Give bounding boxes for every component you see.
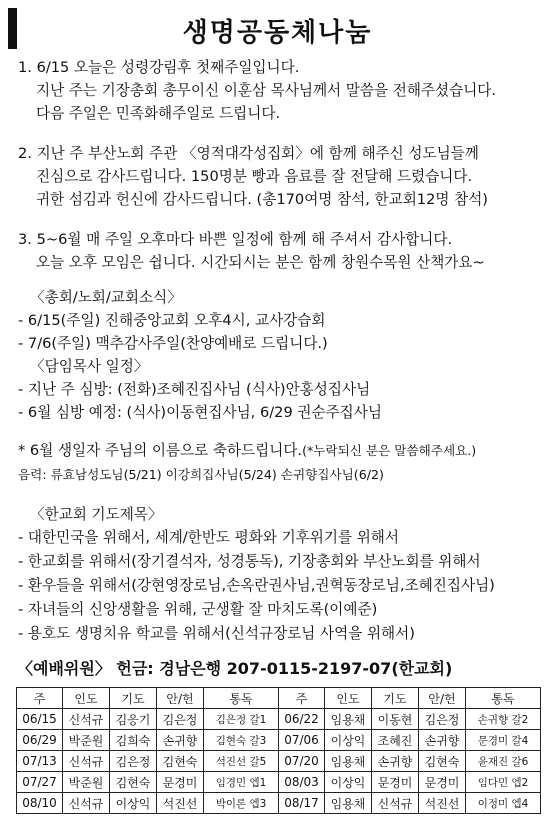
table-cell: 손귀향 xyxy=(372,751,419,772)
col-header-reading: 통독 xyxy=(466,688,541,709)
table-cell: 07/20 xyxy=(279,751,325,772)
table-cell: 신석규 xyxy=(63,751,110,772)
table-cell: 손귀향 갈2 xyxy=(466,709,541,730)
birthday-names: 음력: 류효남성도님(5/21) 이강희집사님(5/24) 손귀향집사님(6/2) xyxy=(18,467,384,482)
col-header-usher: 안/헌 xyxy=(419,688,466,709)
table-row xyxy=(17,709,541,730)
notice-1-line-1: 1. 6/15 오늘은 성령강림후 첫째주일입니다. xyxy=(18,59,300,76)
prayer-item-1: - 대한민국을 위해서, 세계/한반도 평화와 기후위기를 위해서 xyxy=(18,529,399,546)
table-cell: 김은정 xyxy=(110,751,157,772)
notice-2-line-3: 귀한 섬김과 헌신에 감사드립니다. (총170여명 참석, 한교회12명 참석) xyxy=(36,191,489,208)
table-cell: 07/27 xyxy=(17,772,63,793)
table-row xyxy=(17,751,541,772)
title-box xyxy=(8,8,547,49)
table-cell: 임경민 엡1 xyxy=(204,772,279,793)
notice-3-line-1: 3. 5~6월 매 주일 오후마다 바쁜 일정에 함께 해 주셔서 감사합니다. xyxy=(18,231,453,248)
col-header-leader: 인도 xyxy=(325,688,372,709)
table-cell: 석진선 갈5 xyxy=(204,751,279,772)
table-cell: 박준원 xyxy=(63,772,110,793)
table-cell: 석진선 xyxy=(419,793,466,814)
table-cell: 조혜진 xyxy=(372,730,419,751)
table-row xyxy=(17,772,541,793)
notice-1-line-3: 다음 주일은 민족화해주일로 드립니다. xyxy=(36,105,281,122)
col-header-prayer: 기도 xyxy=(110,688,157,709)
table-cell: 손귀향 xyxy=(419,730,466,751)
prayer-item-2: - 한교회를 위해서(장기결석자, 성경통독), 기장총회와 부산노회를 위해서 xyxy=(18,553,481,570)
table-cell: 06/29 xyxy=(17,730,63,751)
prayer-item-4: - 자녀들의 신앙생활을 위해, 군생활 잘 마치도록(이예준) xyxy=(18,601,378,618)
table-cell: 문경미 xyxy=(372,772,419,793)
table-cell: 06/22 xyxy=(279,709,325,730)
table-cell: 임용채 xyxy=(325,793,372,814)
synod-item-2: - 7/6(주일) 맥추감사주일(찬양예배로 드립니다.) xyxy=(18,335,328,352)
table-cell: 이상익 xyxy=(325,730,372,751)
pastor-item-1: - 지난 주 심방: (전화)조혜진집사님 (식사)안홍성집사님 xyxy=(18,381,371,398)
table-cell: 06/15 xyxy=(17,709,63,730)
table-cell: 박준원 xyxy=(63,730,110,751)
table-row xyxy=(17,793,541,814)
notice-3-line-2: 오늘 오후 모임은 쉽니다. 시간되시는 분은 함께 창원수목원 산책가요~ xyxy=(36,254,485,271)
table-row xyxy=(17,730,541,751)
table-cell: 김현숙 xyxy=(110,772,157,793)
table-cell: 문경미 xyxy=(419,772,466,793)
table-cell: 07/06 xyxy=(279,730,325,751)
table-header-row xyxy=(17,688,541,709)
table-cell: 윤재진 갈6 xyxy=(466,751,541,772)
col-header-prayer: 기도 xyxy=(372,688,419,709)
col-header-week: 주 xyxy=(17,688,63,709)
table-cell: 김은정 xyxy=(157,709,204,730)
table-cell: 김현숙 xyxy=(419,751,466,772)
prayer-item-3: - 환우들을 위해서(강현영장로님,손옥란권사님,권혁동장로님,조혜진집사님) xyxy=(18,577,495,594)
synod-item-1: - 6/15(주일) 진해중앙교회 오후4시, 교사강습회 xyxy=(18,312,326,329)
table-cell: 신석규 xyxy=(63,793,110,814)
table-cell: 이상익 xyxy=(325,772,372,793)
table-cell: 08/03 xyxy=(279,772,325,793)
worship-committee-table xyxy=(16,687,541,814)
table-cell: 김희숙 xyxy=(110,730,157,751)
table-cell: 문경미 갈4 xyxy=(466,730,541,751)
table-cell: 이정미 엡4 xyxy=(466,793,541,814)
table-cell: 김은정 갈1 xyxy=(204,709,279,730)
synod-heading: 〈총회/노회/교회소식〉 xyxy=(30,289,182,306)
notice-2-line-2: 진심으로 감사드립니다. 150명분 빵과 음료를 잘 전달해 드렸습니다. xyxy=(36,168,473,185)
col-header-usher: 안/헌 xyxy=(157,688,204,709)
birthday-text: * 6월 생일자 주님의 이름으로 축하드립니다. xyxy=(18,442,303,459)
table-cell: 박이론 엡3 xyxy=(204,793,279,814)
notice-2-line-1: 2. 지난 주 부산노회 주관 〈영적대각성집회〉에 함께 해주신 성도님들께 xyxy=(18,145,479,162)
table-cell: 임용채 xyxy=(325,751,372,772)
table-cell: 07/13 xyxy=(17,751,63,772)
table-cell: 석진선 xyxy=(157,793,204,814)
table-cell: 이상익 xyxy=(110,793,157,814)
prayer-heading: 〈한교회 기도제목〉 xyxy=(30,506,163,523)
col-header-leader: 인도 xyxy=(63,688,110,709)
page-title: 생명공동체나눔 xyxy=(182,18,373,48)
table-cell: 이동현 xyxy=(372,709,419,730)
table-cell: 김응기 xyxy=(110,709,157,730)
birthday-note: (*누락되신 분은 말씀해주세요.) xyxy=(302,443,477,458)
table-cell: 김현숙 갈3 xyxy=(204,730,279,751)
col-header-reading: 통독 xyxy=(204,688,279,709)
prayer-item-5: - 용호도 생명치유 학교를 위해서(신석규장로님 사역을 위해서) xyxy=(18,625,415,642)
table-cell: 손귀향 xyxy=(157,730,204,751)
table-cell: 문경미 xyxy=(157,772,204,793)
table-cell: 08/10 xyxy=(17,793,63,814)
notice-1-line-2: 지난 주는 기장총회 총무이신 이훈삼 목사님께서 말씀을 전해주셨습니다. xyxy=(36,82,497,99)
col-header-week: 주 xyxy=(279,688,325,709)
table-cell: 08/17 xyxy=(279,793,325,814)
pastor-item-2: - 6월 심방 예정: (식사)이동현집사님, 6/29 권순주집사님 xyxy=(18,404,382,421)
table-cell: 김현숙 xyxy=(157,751,204,772)
pastor-heading: 〈담임목사 일정〉 xyxy=(30,358,149,375)
table-cell: 신석규 xyxy=(63,709,110,730)
table-cell: 김은정 xyxy=(419,709,466,730)
birthday-line xyxy=(18,441,476,461)
table-cell: 임용채 xyxy=(325,709,372,730)
table-cell: 신석규 xyxy=(372,793,419,814)
table-cell: 임다민 엡2 xyxy=(466,772,541,793)
donation-account: 〈예배위원〉 헌금: 경남은행 207-0115-2197-07(한교회) xyxy=(17,659,453,678)
